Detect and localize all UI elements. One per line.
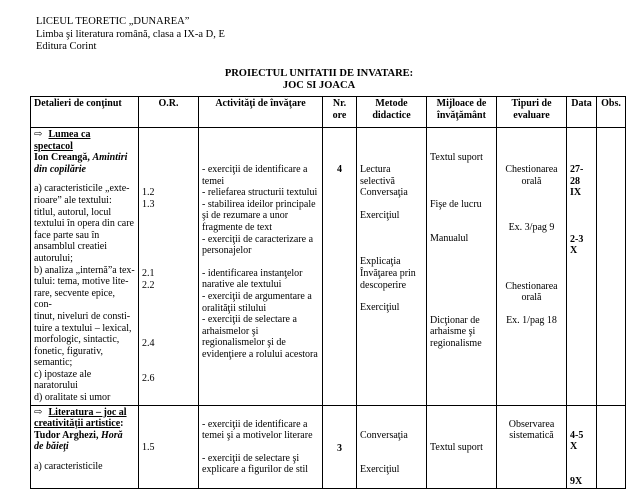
or-code: 1.5 [142,441,155,453]
publisher-line: Editura Corint [36,41,97,52]
method-line: Conversaţia [360,429,408,441]
topic-title-cont: spectacol [34,140,73,152]
evaluation-line: orală [521,175,542,187]
method-line: Conversaţia [360,187,408,199]
evaluation-line: sistematică [509,430,554,442]
content-line: rioare” ale textului: [34,194,112,206]
topic-title-cont: creativităţii artistice [34,418,121,430]
work-title: Horă [100,429,123,441]
activity-line: narative ale textului [202,279,282,291]
col-header-date: Data [567,97,597,128]
content-line: morfologic, sintactic, [34,334,120,346]
or-code: 2.1 [142,268,155,280]
resource-line: Dicţionar de [430,314,480,326]
activity-line: temei [202,175,225,187]
subject-line: Limba şi literatura română, clasa a IX-a D, E [36,28,225,40]
col-header-or: O.R. [139,97,199,128]
col-header-details: Detalieri de conţinut [31,97,139,128]
or-cell [139,405,199,489]
date-line: 28 IX [570,175,582,199]
method-line: Exerciţiul [360,464,400,476]
resource-line: Textul suport [430,441,483,453]
col-header-hours: Nr. ore [323,97,357,128]
activity-line: şi de rezumare a unor [202,210,289,222]
hours-value: 4 [337,164,342,175]
activity-line: oralităţii stilului [202,302,267,314]
hours-cell [323,128,357,406]
method-line: Exerciţiul [360,302,400,314]
activity-line: - identificarea instanţelor [202,267,303,279]
content-line: tuire a textului – lexical, [34,322,132,334]
content-line: ansamblul creatiei [34,241,108,253]
resources-cell [427,405,497,489]
content-line: a) caracteristicile „exte- [34,183,130,195]
activity-line: personajelor [202,245,252,257]
method-line: selectivă [360,175,395,187]
evaluation-line: Observarea [508,418,555,430]
methods-cell [357,405,427,489]
or-code: 1.3 [142,198,155,210]
or-code: 2.6 [142,372,155,384]
obs-cell [597,128,626,406]
author-name: Tudor Arghezi, [34,429,99,441]
date-line: 4-5 X [570,429,584,453]
activity-line: - exerciţii de selectare şi [202,452,300,464]
activity-line: - stabilirea ideilor principale [202,198,316,210]
col-header-methods: Metode didactice [357,97,427,128]
right-arrow-icon: ⇨ [34,406,43,418]
table-header-row [31,97,626,128]
method-line: descoperire [360,279,407,291]
activities-cell [199,128,323,406]
school-name: LICEUL TEORETIC „DUNAREA” [36,16,190,27]
document-header [36,16,225,54]
work-title-cont: din copilărie [34,163,86,175]
table-row [31,128,626,406]
or-code: 1.2 [142,187,155,198]
activity-line: explicare a figurilor de stil [202,464,309,476]
topic-title: Lumea ca [48,129,91,140]
details-cell: ⇨ Literatura – joc al creativităţii artistice: Tudor Arghezi, Horă de băieţi a) caracteristicile [31,405,139,489]
content-line: textului în opera din care [34,218,134,230]
col-header-obs: Obs. [597,97,626,128]
evaluation-cell [497,405,567,489]
resource-line: arhaisme şi [430,326,476,338]
resource-line: regionalisme [430,337,482,349]
resource-line: Manualul [430,233,469,245]
content-line: rare, secvente epice, con- [34,287,116,311]
evaluation-cell [497,128,567,406]
content-line: semantic; [34,357,73,369]
resource-line: Textul suport [430,152,483,163]
evaluation-line: orală [521,292,542,304]
activity-line: - reliefarea structurii textului [202,187,318,199]
activities-cell [199,405,323,489]
activity-line: - exerciţii de identificare a [202,164,308,175]
document-title: PROIECTUL UNITATII DE INVATARE: [224,68,414,79]
activity-line: - exerciţii de caracterizare a [202,233,314,245]
content-line: c) ipostaze ale [34,368,92,380]
col-header-evaluation: Tipuri de evaluare [497,97,567,128]
hours-cell [323,405,357,489]
date-line: 9X [570,475,583,487]
content-line: tului: tema, motive lite- [34,276,129,288]
content-line: titlul, autorul, locul [34,206,112,218]
work-title: Amintiri [92,152,128,164]
activity-line: evidenţiere a rolului acestora [202,348,318,360]
content-line: tinut, niveluri de consti- [34,310,131,322]
author-name: Ion Creangă, [34,152,90,164]
content-line: a) caracteristicile [34,461,103,473]
methods-cell [357,128,427,406]
resources-cell [427,128,497,406]
activity-line: - exerciţii de selectare a [202,314,297,326]
activity-line: regionalismelor şi de [202,337,286,349]
details-cell [31,128,139,406]
work-title-cont: de băieţi [34,441,69,453]
activity-line: fragmente de text [202,221,272,233]
or-cell [139,128,199,406]
activity-line: temei şi a motivelor literare [202,430,313,442]
col-header-resources: Mijloace de învăţământ [427,97,497,128]
method-line: Învăţarea prin [360,267,416,279]
hours-value: 3 [337,442,342,454]
content-line: fonetic, figurativ, [34,345,104,357]
content-line: face parte sau în [34,229,100,241]
content-line: d) oralitate si umor [34,392,111,404]
activity-line: - exerciţii de argumentare a [202,290,312,302]
document-subtitle: JOC SI JOACA [282,80,356,91]
date-line: 2-3 X [570,233,584,257]
resource-line: Fişe de lucru [430,198,482,210]
or-code: 2.4 [142,338,155,350]
method-line: Explicaţia [360,256,401,268]
obs-cell [597,405,626,489]
learning-unit-table [30,96,626,489]
date-cell [567,405,597,489]
evaluation-line: Chestionarea [505,164,558,175]
evaluation-line: Ex. 1/pag 18 [506,314,557,326]
date-line: 27- [570,164,584,175]
or-code: 2.2 [142,279,155,291]
activity-line: - exerciţii de identificare a [202,418,308,430]
topic-title: Literatura – joc al [48,406,127,418]
content-line: autorului; [34,252,73,264]
method-line: Exerciţiul [360,209,400,221]
content-line: b) analiza „internă”a tex- [34,264,135,276]
content-line: naratorului [34,380,78,392]
table-row [31,405,626,489]
right-arrow-icon: ⇨ [34,129,43,140]
evaluation-line: Chestionarea [505,280,558,292]
method-line: Lectura [360,164,391,175]
date-cell [567,128,597,406]
evaluation-line: Ex. 3/pag 9 [508,222,555,234]
col-header-activities: Activităţi de învăţare [199,97,323,128]
activity-line: arhaismelor şi [202,325,259,337]
